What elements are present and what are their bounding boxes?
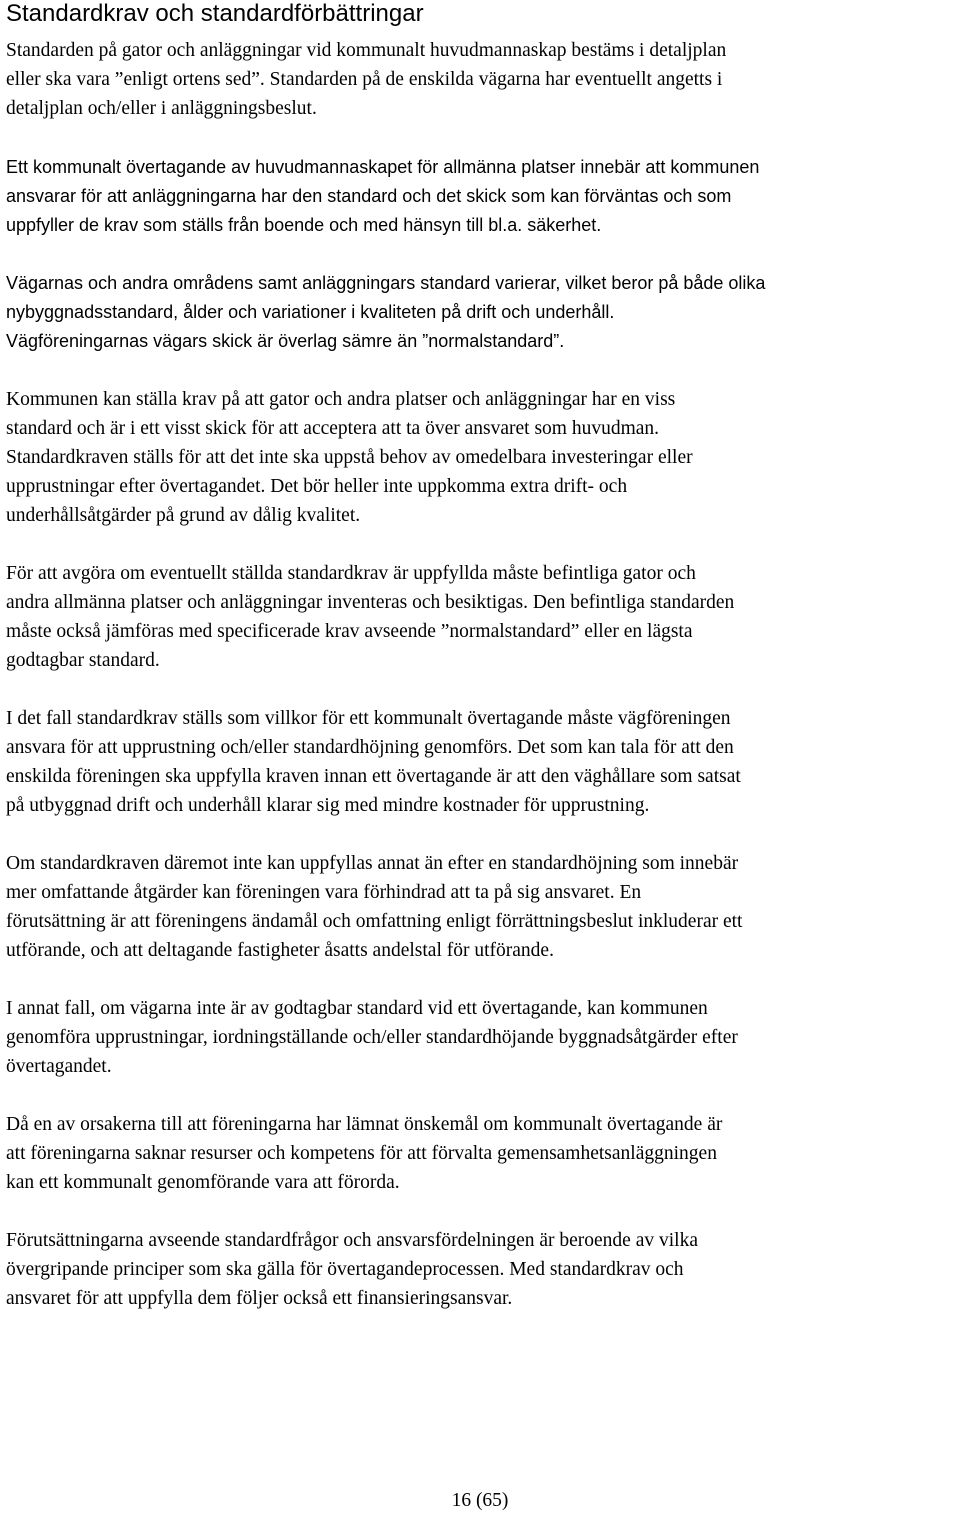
paragraph-associations-resources	[6, 1110, 958, 1197]
text-line: nybyggnadsstandard, ålder och variationer i kvaliteten på drift och underhåll.	[6, 302, 615, 322]
text-line: upprustningar efter övertagandet. Det bör heller inte uppkomma extra drift- och	[6, 476, 628, 497]
text-line: enskilda föreningen ska uppfylla kraven innan ett övertagande är att den väghållare som satsat	[6, 766, 741, 787]
text-line: övergripande principer som ska gälla för övertagandeprocessen. Med standardkrav och	[6, 1259, 684, 1280]
paragraph-standard-raising	[6, 849, 958, 965]
text-line: att föreningarna saknar resurser och kompetens för att förvalta gemensamhetsanläggningen	[6, 1143, 717, 1164]
text-line: Kommunen kan ställa krav på att gator och andra platser och anläggningar har en viss	[6, 389, 676, 410]
text-line: mer omfattande åtgärder kan föreningen vara förhindrad att ta på sig ansvaret. En	[6, 882, 642, 903]
text-line: I det fall standardkrav ställs som villkor för ett kommunalt övertagande måste vägföreningen	[6, 708, 731, 729]
section-heading: Standardkrav och standardförbättringar	[6, 0, 424, 27]
text-line: underhållsåtgärder på grund av dålig kvalitet.	[6, 505, 361, 526]
text-line: Om standardkraven däremot inte kan uppfyllas annat än efter en standardhöjning som innebär	[6, 853, 739, 874]
text-line: Standardkraven ställs för att det inte ska uppstå behov av omedelbara investeringar eller	[6, 447, 693, 468]
text-line: Vägarnas och andra områdens samt anläggningars standard varierar, vilket beror på både olika	[6, 273, 766, 293]
text-line: ansvaret för att uppfylla dem följer också ett finansieringsansvar.	[6, 1288, 513, 1309]
text-line: uppfyller de krav som ställs från boende och med hänsyn till bl.a. säkerhet.	[6, 215, 602, 235]
text-line: utförande, och att deltagande fastigheter åsatts andelstal för utförande.	[6, 940, 554, 961]
paragraph-inventory-inspection	[6, 559, 958, 675]
text-line: kan ett kommunalt genomförande vara att förorda.	[6, 1172, 400, 1193]
text-line: Standarden på gator och anläggningar vid kommunalt huvudmannaskap bestäms i detaljplan	[6, 40, 727, 61]
paragraph-conditions-for-takeover	[6, 704, 958, 820]
text-line: I annat fall, om vägarna inte är av godtagbar standard vid ett övertagande, kan kommunen	[6, 998, 708, 1019]
paragraph-road-standard-variation	[6, 269, 958, 356]
text-line: ansvarar för att anläggningarna har den standard och det skick som kan förväntas och som	[6, 186, 732, 206]
text-line: Då en av orsakerna till att föreningarna har lämnat önskemål om kommunalt övertagande är	[6, 1114, 723, 1135]
paragraph-prerequisites	[6, 1226, 958, 1313]
paragraph-municipal-requirements	[6, 385, 958, 530]
text-line: godtagbar standard.	[6, 650, 160, 671]
paragraph-other-case	[6, 994, 958, 1081]
text-line: Vägföreningarnas vägars skick är överlag sämre än ”normalstandard”.	[6, 331, 565, 351]
text-line: övertagandet.	[6, 1056, 112, 1077]
text-line: förutsättning är att föreningens ändamål och omfattning enligt förrättningsbeslut inkluderar ett	[6, 911, 743, 932]
text-line: Ett kommunalt övertagande av huvudmannaskapet för allmänna platser innebär att kommunen	[6, 157, 760, 177]
text-line: eller ska vara ”enligt ortens sed”. Standarden på de enskilda vägarna har eventuellt angetts i	[6, 69, 723, 90]
text-line: på utbyggnad drift och underhåll klarar sig med mindre kostnader för upprustning.	[6, 795, 650, 816]
paragraph-municipal-takeover	[6, 153, 958, 240]
text-line: andra allmänna platser och anläggningar inventeras och besiktigas. Den befintliga standarden	[6, 592, 735, 613]
page-number: 16 (65)	[451, 1490, 509, 1511]
text-line: Förutsättningarna avseende standardfrågor och ansvarsfördelningen är beroende av vilka	[6, 1230, 698, 1251]
text-line: detaljplan och/eller i anläggningsbeslut.	[6, 98, 317, 119]
paragraph-standards-intro	[6, 36, 958, 123]
text-line: måste också jämföras med specificerade krav avseende ”normalstandard” eller en lägsta	[6, 621, 693, 642]
text-line: standard och är i ett visst skick för att acceptera att ta över ansvaret som huvudman.	[6, 418, 660, 439]
text-line: genomföra upprustningar, iordningställande och/eller standardhöjande byggnadsåtgärder efter	[6, 1027, 738, 1048]
text-line: För att avgöra om eventuellt ställda standardkrav är uppfyllda måste befintliga gator och	[6, 563, 696, 584]
text-line: ansvara för att upprustning och/eller standardhöjning genomförs. Det som kan tala för att den	[6, 737, 734, 758]
